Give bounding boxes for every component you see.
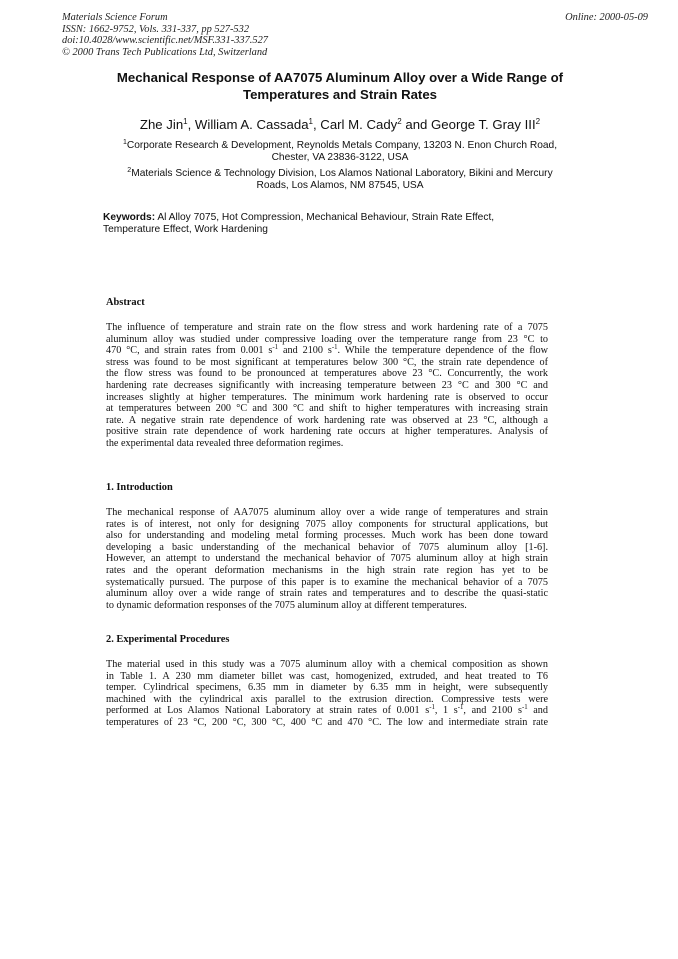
author-name: and George T. Gray III bbox=[401, 117, 536, 132]
abstract-heading: Abstract bbox=[106, 297, 145, 308]
text-line: increases slightly at higher temperatures. The minimum work hardening rate is observed to occur bbox=[106, 391, 548, 403]
author-list bbox=[60, 117, 620, 133]
affiliation-marker: 1 bbox=[183, 117, 188, 126]
text-line: systematically pursued. The purpose of this paper is to examine the mechanical behavior of a 7075 bbox=[106, 576, 548, 588]
introduction-paragraph bbox=[106, 507, 548, 611]
keywords-label: Keywords: bbox=[103, 212, 156, 223]
keywords bbox=[103, 212, 563, 237]
text-line: at temperatures between 200 °C and 300 °C and shift to higher temperatures with increasing strain bbox=[106, 403, 548, 415]
affiliation-number: 2 bbox=[127, 167, 132, 174]
text-line: to dynamic deformation responses of the 7075 aluminum alloy at different temperatures. bbox=[106, 599, 467, 611]
journal-name: Materials Science Forum bbox=[62, 12, 168, 23]
text-line: aluminum alloy was studied under compressive loading over the temperature range from 23 °C to bbox=[106, 333, 548, 345]
superscript: -1 bbox=[429, 704, 435, 712]
text-line: The influence of temperature and strain rate on the flow stress and work hardening rate of a 7075 bbox=[106, 322, 548, 333]
affiliation-text: Materials Science & Technology Division, Los Alamos National Laboratory, Bikini and Mercury bbox=[131, 168, 553, 179]
superscript: -1 bbox=[272, 344, 279, 352]
text-line: the flow stress was found to be pronounced at temperatures above 23 °C. Concurrently, the work bbox=[106, 368, 548, 380]
text-line: temperatures of 23 °C, 200 °C, 300 °C, 400 °C and 470 °C. The low and intermediate strain rate bbox=[106, 716, 548, 728]
text-line: stress was found to be most significant at temperatures below 300 °C, the strain rate dependence of bbox=[106, 356, 548, 368]
introduction-heading: 1. Introduction bbox=[106, 482, 173, 493]
text-line: The material used in this study was a 7075 aluminum alloy with a chemical composition as shown bbox=[106, 659, 548, 670]
author-name: , Carl M. Cady bbox=[312, 117, 398, 132]
text-line bbox=[106, 345, 548, 357]
text-line bbox=[106, 705, 548, 717]
text-line: developing a basic understanding of the mechanical behavior of 7075 aluminum alloy [1-6]. bbox=[106, 541, 548, 553]
superscript: -1 bbox=[521, 704, 528, 712]
title-line-2: Temperatures and Strain Rates bbox=[243, 86, 437, 102]
text-line: rates is of interest, not only for designing 7075 alloy components for structural applications, but bbox=[106, 518, 548, 530]
text-line: rates and the operant deformation mechanisms in the high strain rate region has yet to be bbox=[106, 564, 548, 576]
text-fragment: . While the temperature dependence of the flow bbox=[337, 345, 548, 357]
author-name: Zhe Jin bbox=[139, 117, 184, 132]
author-name: , William A. Cassada bbox=[187, 117, 309, 132]
doi-link[interactable]: doi:10.4028/www.scientific.net/MSF.331-337.527 bbox=[62, 35, 268, 47]
abstract-paragraph bbox=[106, 322, 548, 450]
affiliation-text: Roads, Los Alamos, NM 87545, USA bbox=[256, 180, 424, 192]
text-line: The mechanical response of AA7075 aluminum alloy over a wide range of temperatures and strain bbox=[106, 507, 548, 518]
superscript: -1 bbox=[331, 344, 338, 352]
affiliation-marker: 2 bbox=[397, 117, 402, 126]
text-line: positive strain rate dependence of work hardening rate occurs at higher temperatures. Analysis of bbox=[106, 426, 548, 438]
text-line: machined with the cylindrical axis parallel to the extrusion direction. Compressive tests were bbox=[106, 693, 548, 705]
experimental-paragraph bbox=[106, 659, 548, 729]
title-line-1: Mechanical Response of AA7075 Aluminum Alloy over a Wide Range of bbox=[116, 70, 564, 85]
text-line: rate. A negative strain rate dependence of work hardening rate was observed at 23 °C, although a bbox=[106, 414, 548, 426]
issn-line: ISSN: 1662-9752, Vols. 331-337, pp 527-532 bbox=[62, 23, 250, 35]
copyright-line: © 2000 Trans Tech Publications Ltd, Switzerland bbox=[62, 46, 268, 58]
superscript: -1 bbox=[457, 704, 464, 712]
text-line: in Table 1. A 230 mm diameter billet was cast, homogenized, extruded, and heat treated to T6 bbox=[106, 670, 548, 682]
text-fragment: , 1 s bbox=[434, 705, 458, 717]
affiliation-marker: 2 bbox=[535, 117, 541, 126]
affiliation-number: 1 bbox=[122, 139, 127, 146]
affiliation-text: Chester, VA 23836-3122, USA bbox=[271, 152, 409, 164]
text-fragment: performed at Los Alamos National Laboratory at strain rates of 0.001 s bbox=[106, 705, 430, 717]
text-fragment: 470 °C, and strain rates from 0.001 s bbox=[106, 345, 273, 357]
keywords-text: Temperature Effect, Work Hardening bbox=[103, 224, 268, 236]
text-fragment: , and 2100 s bbox=[463, 705, 522, 717]
text-fragment: and bbox=[527, 705, 548, 717]
text-line: temper. Cylindrical specimens, 6.35 mm in diameter by 6.35 mm in height, were subsequently bbox=[106, 682, 548, 694]
text-line: hardening rate decreases significantly with increasing temperature between 23 °C and 300 °C and bbox=[106, 379, 548, 391]
affiliation-1 bbox=[80, 140, 600, 164]
text-fragment: and 2100 s bbox=[278, 345, 332, 357]
affiliation-marker: 1 bbox=[308, 117, 313, 126]
text-line: the experimental data revealed three deformation regimes. bbox=[106, 437, 344, 449]
affiliation-2 bbox=[80, 168, 600, 192]
text-line: However, an attempt to understand the mechanical behavior of 7075 aluminum alloy at high strain bbox=[106, 553, 548, 565]
journal-header bbox=[62, 12, 268, 58]
affiliation-text: Corporate Research & Development, Reynolds Metals Company, 13203 N. Enon Church Road, bbox=[126, 140, 558, 151]
text-line: also for understanding and modeling metal forming processes. Much work has been done toward bbox=[106, 530, 548, 542]
experimental-heading: 2. Experimental Procedures bbox=[106, 634, 230, 645]
keywords-text: Al Alloy 7075, Hot Compression, Mechanical Behaviour, Strain Rate Effect, bbox=[155, 212, 495, 223]
online-date: Online: 2000-05-09 bbox=[565, 12, 648, 23]
paper-title bbox=[60, 70, 620, 103]
text-line: aluminum alloy over a wide range of strain rates and temperatures and to describe the quasi-static bbox=[106, 588, 548, 600]
